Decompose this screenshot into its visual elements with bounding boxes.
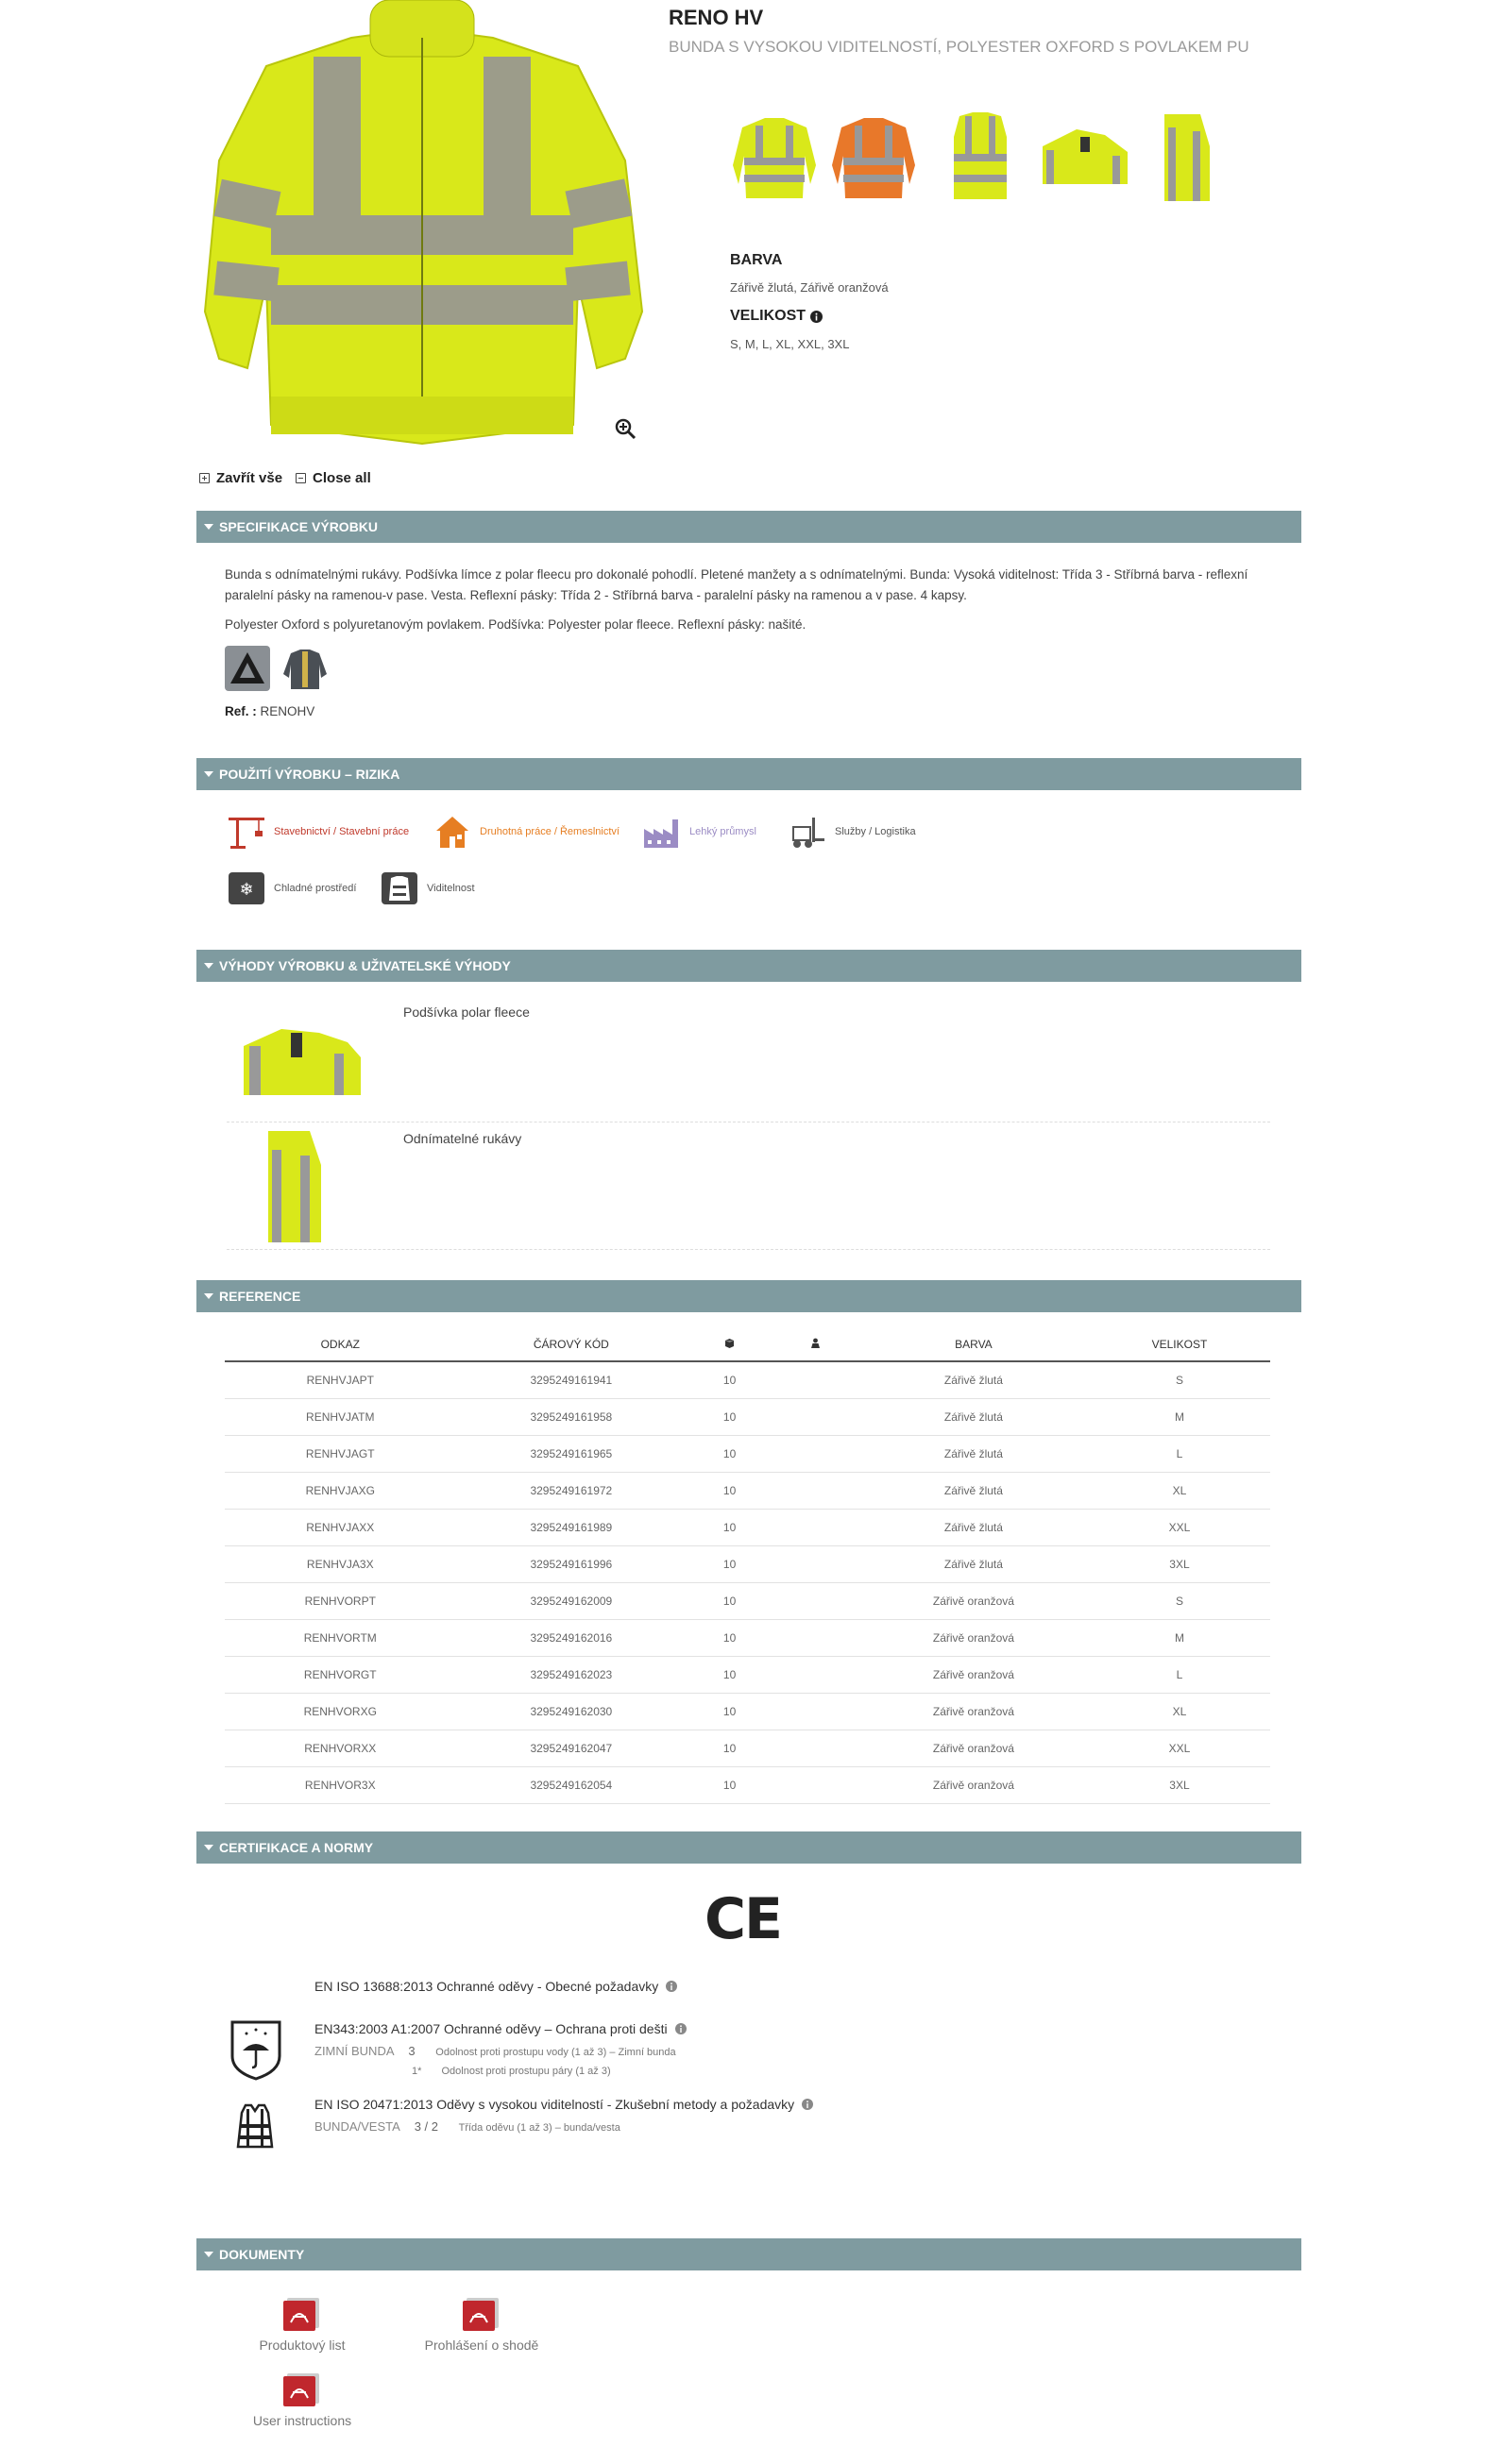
cell-size: M — [1089, 1399, 1270, 1436]
cell-size: XL — [1089, 1473, 1270, 1510]
section-header-docs[interactable] — [196, 2238, 1301, 2270]
cell-size: L — [1089, 1657, 1270, 1694]
cell-ref: RENHVORXG — [225, 1694, 456, 1730]
color-label: BARVA — [730, 252, 783, 268]
size-label: VELIKOST — [730, 308, 806, 324]
cell-ref: RENHVJATM — [225, 1399, 456, 1436]
cell-color: Zářivě oranžová — [858, 1694, 1089, 1730]
cell-empty — [772, 1361, 858, 1399]
cell-color: Zářivě oranžová — [858, 1657, 1089, 1694]
cell-qty: 10 — [687, 1546, 772, 1583]
cell-empty — [772, 1657, 858, 1694]
risk-construction — [227, 814, 409, 850]
table-row — [225, 1361, 1270, 1399]
svg-text:❄: ❄ — [239, 880, 254, 900]
doc-link-declaration[interactable] — [416, 2296, 548, 2353]
cell-ref: RENHVOR3X — [225, 1767, 456, 1804]
forklift-icon — [788, 814, 827, 850]
close-all-toggle[interactable] — [296, 470, 371, 486]
cert-desc: Odolnost proti prostupu vody (1 až 3) – Zimní bunda — [435, 2047, 676, 2058]
table-row — [225, 1546, 1270, 1583]
cell-qty: 10 — [687, 1583, 772, 1620]
doc-link-user-instructions[interactable] — [236, 2371, 368, 2428]
rain-shield-icon — [229, 2018, 282, 2081]
jacket-pictogram-icon — [281, 646, 329, 691]
cell-barcode: 3295249161941 — [456, 1361, 688, 1399]
risk-crafts — [433, 814, 620, 850]
cold-icon — [227, 870, 266, 906]
section-header-usage[interactable] — [196, 758, 1301, 790]
cert-detail-row — [412, 2066, 611, 2077]
table-row — [225, 1399, 1270, 1436]
cell-size: S — [1089, 1361, 1270, 1399]
section-header-spec[interactable] — [196, 511, 1301, 543]
col-header-person — [772, 1328, 858, 1361]
section-header-certs[interactable] — [196, 1831, 1301, 1864]
cell-color: Zářivě oranžová — [858, 1730, 1089, 1767]
risk-label: Viditelnost — [427, 883, 475, 894]
cell-empty — [772, 1546, 858, 1583]
col-header-ref: ODKAZ — [225, 1328, 456, 1361]
table-row — [225, 1436, 1270, 1473]
cert-title-3 — [314, 2097, 813, 2112]
thumbnail-sleeve-detail[interactable] — [1147, 109, 1238, 203]
minus-box-icon — [296, 473, 306, 483]
reference-row — [225, 704, 314, 718]
section-title: REFERENCE — [219, 1289, 301, 1304]
cell-empty — [772, 1510, 858, 1546]
section-header-reference[interactable] — [196, 1280, 1301, 1312]
info-icon[interactable] — [810, 311, 823, 323]
cell-color: Zářivě žlutá — [858, 1510, 1089, 1546]
cert-value: 3 / 2 — [414, 2119, 438, 2134]
section-title: SPECIFIKACE VÝROBKU — [219, 519, 379, 534]
section-title: DOKUMENTY — [219, 2247, 305, 2262]
spec-description: Bunda s odnímatelnými rukávy. Podšívka límce z polar fleecu pro dokonalé pohodlí. Pletené manžety a s odnímatelnými. Bunda: Vysoká viditelnost: Třída 3 - Stříbrná barva - reflexní paralelní pásky na ramenou-v pase. Vesta. Reflexní pásky: Třída 2 - Stříbrná barva - paralelní pásky na ramenou a v pase. 4 kapsy. — [225, 567, 1248, 602]
collapse-controls — [199, 470, 371, 486]
cell-barcode: 3295249162009 — [456, 1583, 688, 1620]
cell-barcode: 3295249162023 — [456, 1657, 688, 1694]
cell-color: Zářivě oranžová — [858, 1767, 1089, 1804]
cert-name: EN343:2003 A1:2007 Ochranné oděvy – Ochrana proti dešti — [314, 2021, 668, 2036]
cell-size: S — [1089, 1583, 1270, 1620]
cell-empty — [772, 1730, 858, 1767]
table-row — [225, 1767, 1270, 1804]
cell-empty — [772, 1436, 858, 1473]
info-icon[interactable] — [666, 1981, 677, 1992]
cert-value: 3 — [408, 2044, 416, 2058]
table-row — [225, 1473, 1270, 1510]
cell-color: Zářivě žlutá — [858, 1473, 1089, 1510]
section-header-benefits[interactable] — [196, 950, 1301, 982]
cert-title-2 — [314, 2021, 687, 2036]
cell-ref: RENHVORPT — [225, 1583, 456, 1620]
info-icon[interactable] — [802, 2099, 813, 2110]
plus-box-icon — [199, 473, 210, 483]
benefit-image-fleece — [244, 1020, 361, 1095]
cell-qty: 10 — [687, 1694, 772, 1730]
product-title: RENO HV — [669, 6, 764, 29]
close-all-label: Close all — [313, 470, 371, 486]
product-subtitle: BUNDA S VYSOKOU VIDITELNOSTÍ, POLYESTER OXFORD S POVLAKEM PU — [669, 38, 1249, 56]
cell-qty: 10 — [687, 1730, 772, 1767]
pdf-icon — [461, 2296, 502, 2332]
cert-type: BUNDA/VESTA — [314, 2119, 400, 2134]
cert-name: EN ISO 20471:2013 Oděvy s vysokou viditelností - Zkušební metody a požadavky — [314, 2097, 795, 2112]
cell-color: Zářivě oranžová — [858, 1583, 1089, 1620]
reference-table — [225, 1328, 1270, 1804]
risk-cold — [227, 870, 356, 906]
caret-down-icon — [204, 963, 213, 969]
cell-barcode: 3295249161996 — [456, 1546, 688, 1583]
table-row — [225, 1730, 1270, 1767]
thumbnail-collar-detail[interactable] — [1039, 109, 1129, 203]
cell-size: L — [1089, 1436, 1270, 1473]
cell-empty — [772, 1620, 858, 1657]
cell-qty: 10 — [687, 1399, 772, 1436]
cell-color: Zářivě žlutá — [858, 1436, 1089, 1473]
risk-visibility — [380, 870, 475, 906]
cell-qty: 10 — [687, 1473, 772, 1510]
col-header-size: VELIKOST — [1089, 1328, 1270, 1361]
factory-icon — [642, 814, 682, 850]
cell-barcode: 3295249162054 — [456, 1767, 688, 1804]
col-header-barcode: ČÁROVÝ KÓD — [456, 1328, 688, 1361]
caret-down-icon — [204, 1293, 213, 1299]
zoom-icon[interactable] — [614, 417, 637, 440]
cell-ref: RENHVJAGT — [225, 1436, 456, 1473]
cell-ref: RENHVJAXG — [225, 1473, 456, 1510]
cell-barcode: 3295249162016 — [456, 1620, 688, 1657]
visibility-icon — [380, 870, 419, 906]
color-value: Zářivě žlutá, Zářivě oranžová — [730, 280, 889, 295]
house-icon — [433, 814, 472, 850]
cell-barcode: 3295249161972 — [456, 1473, 688, 1510]
cell-qty: 10 — [687, 1767, 772, 1804]
spec-materials: Polyester Oxford s polyuretanovým povlakem. Podšívka: Polyester polar fleece. Reflexní pásky: našité. — [225, 617, 806, 632]
table-row — [225, 1583, 1270, 1620]
risk-label: Lehký průmysl — [689, 826, 756, 837]
table-row — [225, 1510, 1270, 1546]
doc-label: Produktový list — [259, 2337, 346, 2353]
cell-ref: RENHVORGT — [225, 1657, 456, 1694]
cell-color: Zářivě žlutá — [858, 1399, 1089, 1436]
col-header-box — [687, 1328, 772, 1361]
benefit-text: Odnímatelné rukávy — [403, 1131, 522, 1146]
cell-ref: RENHVJA3X — [225, 1546, 456, 1583]
cert-title-1 — [314, 1979, 677, 1994]
doc-label: Prohlášení o shodě — [424, 2337, 539, 2353]
thumbnail-jacket-yellow[interactable] — [729, 109, 820, 203]
cell-empty — [772, 1473, 858, 1510]
table-row — [225, 1694, 1270, 1730]
risk-label: Chladné prostředí — [274, 883, 357, 894]
cell-size: XXL — [1089, 1730, 1270, 1767]
ref-label: Ref. : — [225, 704, 257, 718]
section-title: VÝHODY VÝROBKU & UŽIVATELSKÉ VÝHODY — [219, 958, 511, 973]
table-header-row — [225, 1328, 1270, 1361]
cell-size: M — [1089, 1620, 1270, 1657]
cell-ref: RENHVORTM — [225, 1620, 456, 1657]
cell-barcode: 3295249162047 — [456, 1730, 688, 1767]
expand-all-toggle[interactable] — [199, 470, 282, 486]
cert-name: EN ISO 13688:2013 Ochranné oděvy - Obecné požadavky — [314, 1979, 659, 1994]
info-icon[interactable] — [675, 2023, 687, 2034]
cell-qty: 10 — [687, 1361, 772, 1399]
cell-ref: RENHVJAXX — [225, 1510, 456, 1546]
cell-size: XL — [1089, 1694, 1270, 1730]
cell-empty — [772, 1583, 858, 1620]
cell-color: Zářivě žlutá — [858, 1546, 1089, 1583]
cell-qty: 10 — [687, 1436, 772, 1473]
cell-barcode: 3295249161989 — [456, 1510, 688, 1546]
cell-size: 3XL — [1089, 1767, 1270, 1804]
cell-barcode: 3295249162030 — [456, 1694, 688, 1730]
benefit-text: Podšívka polar fleece — [403, 1004, 530, 1020]
cell-empty — [772, 1694, 858, 1730]
thumbnail-vest-yellow[interactable] — [935, 109, 1026, 203]
table-row — [225, 1620, 1270, 1657]
risk-label: Služby / Logistika — [835, 826, 916, 837]
caret-down-icon — [204, 771, 213, 777]
cert-detail-row — [314, 2044, 676, 2058]
cell-qty: 10 — [687, 1620, 772, 1657]
cert-desc: Odolnost proti prostupu páry (1 až 3) — [441, 2066, 611, 2077]
section-title: CERTIFIKACE A NORMY — [219, 1840, 374, 1855]
col-header-color: BARVA — [858, 1328, 1089, 1361]
benefit-image-sleeves — [263, 1127, 340, 1244]
pdf-icon — [281, 2371, 323, 2407]
ref-value: RENOHV — [260, 704, 315, 718]
cell-color: Zářivě oranžová — [858, 1620, 1089, 1657]
cell-ref: RENHVJAPT — [225, 1361, 456, 1399]
risk-label: Stavebnictví / Stavební práce — [274, 826, 410, 837]
delta-plus-logo-icon — [225, 646, 270, 691]
cert-desc: Třída oděvu (1 až 3) – bunda/vesta — [458, 2122, 620, 2134]
crane-icon — [227, 814, 266, 850]
section-title: POUŽITÍ VÝROBKU – RIZIKA — [219, 767, 400, 782]
cell-size: 3XL — [1089, 1546, 1270, 1583]
table-row — [225, 1657, 1270, 1694]
person-icon — [810, 1338, 821, 1348]
size-value: S, M, L, XL, XXL, 3XL — [730, 337, 850, 351]
box-icon — [724, 1338, 735, 1348]
caret-down-icon — [204, 1845, 213, 1850]
collapse-all-label: Zavřít vše — [216, 470, 283, 486]
doc-label: User instructions — [252, 2413, 352, 2428]
caret-down-icon — [204, 2252, 213, 2257]
thumbnail-jacket-orange[interactable] — [828, 109, 919, 203]
cert-type: ZIMNÍ BUNDA — [314, 2044, 394, 2058]
cell-size: XXL — [1089, 1510, 1270, 1546]
cell-empty — [772, 1399, 858, 1436]
risk-logistics — [788, 814, 916, 850]
risk-light-industry — [642, 814, 756, 850]
cell-qty: 10 — [687, 1510, 772, 1546]
cell-qty: 10 — [687, 1657, 772, 1694]
hi-vis-vest-icon — [234, 2103, 276, 2149]
cell-color: Zářivě žlutá — [858, 1361, 1089, 1399]
cell-empty — [772, 1767, 858, 1804]
pdf-icon — [281, 2296, 323, 2332]
cert-value: 1* — [412, 2066, 422, 2077]
cell-barcode: 3295249161958 — [456, 1399, 688, 1436]
doc-link-product-sheet[interactable] — [236, 2296, 368, 2353]
benefit-divider — [227, 1249, 1270, 1250]
caret-down-icon — [204, 524, 213, 530]
cert-detail-row — [314, 2119, 620, 2134]
product-main-image[interactable] — [200, 0, 644, 451]
size-label-row — [730, 308, 823, 325]
cell-ref: RENHVORXX — [225, 1730, 456, 1767]
table-body — [225, 1361, 1270, 1804]
risk-label: Druhotná práce / Řemeslnictví — [480, 826, 620, 837]
cell-barcode: 3295249161965 — [456, 1436, 688, 1473]
ce-mark: CE — [705, 1886, 782, 1952]
